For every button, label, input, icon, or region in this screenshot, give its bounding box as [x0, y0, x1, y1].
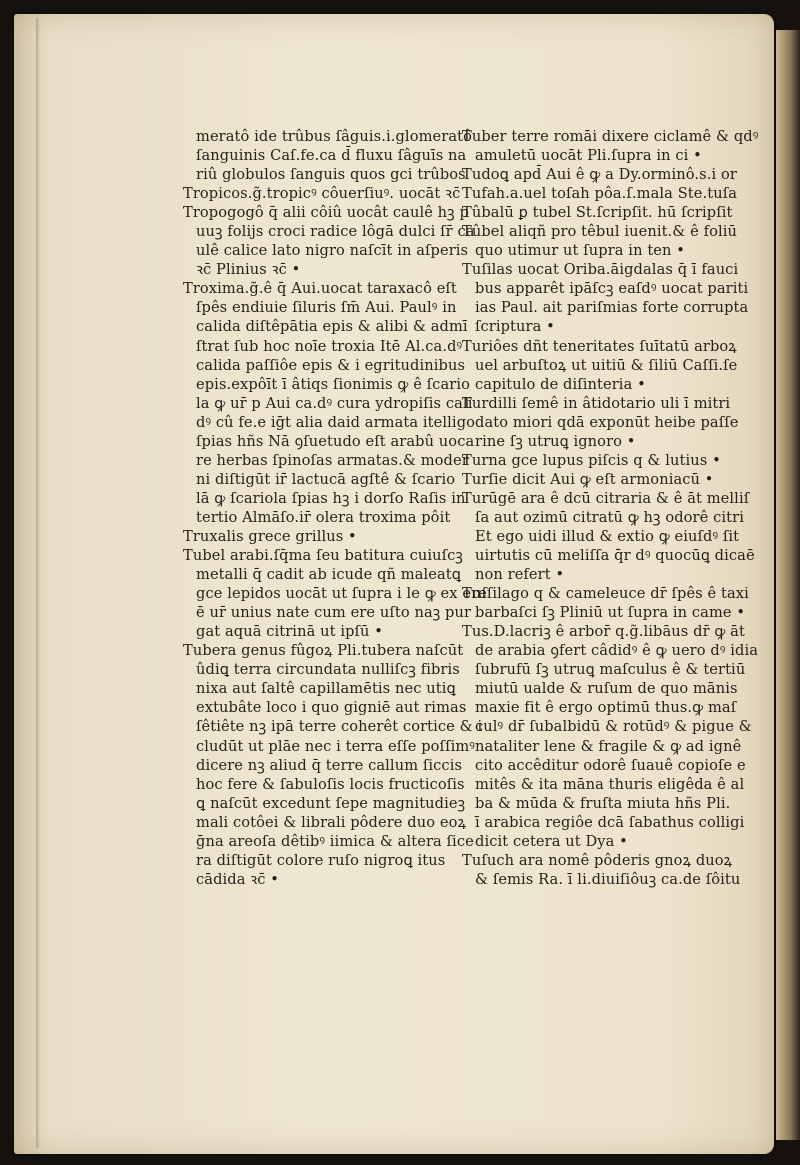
text-line: nixa aut ſaltê capillamētis nec utiꝗ [196, 680, 456, 698]
text-line: Tubera genus fûgoꝝ Pli.tubera naſcūt [183, 642, 464, 660]
text-line: ē ur̄ unius nate cum ere uſto naꝫ pur [196, 604, 472, 622]
text-line: ni diſtigūt ir̄ lactucā agſtê & ſcario [196, 470, 456, 488]
text-line: ba & mūda & fruſta miuta hñs Pli. [475, 794, 731, 812]
text-line: non refert • [475, 566, 565, 584]
text-line: Tus.D.lacriꝫ ê arbor̄ q.g̃.libāus dr̄ ꝙ āt [462, 623, 745, 641]
text-line: Tuber terre romāi dixere ciclamê & qdꝰ [462, 128, 759, 145]
text-line: uel arbuſtoꝝ ut uitiū & ſiliū Caſſi.ſe [475, 356, 738, 374]
text-line: ꝛc̄ Plinius ꝛc̄ • [196, 261, 301, 279]
text-line: dato miori qdā exponūt heibe paſſe [475, 413, 739, 431]
text-line: calida paſſiôe epis & i egritudinibus [196, 356, 466, 374]
text-line: ulê calice lato nigro naſcīt in aſperis [196, 242, 469, 260]
text-line: Turiôes dñt teneritates ſuītatū arboꝝ [462, 337, 737, 355]
text-line: Tropogogô q̄ alii côiû uocât caulê hꝫ p [183, 204, 469, 222]
text-line: epis.expôīt ī âtiqs ſionimis ꝙ ê ſcario [196, 375, 470, 393]
text-line: Turna gce lupus piſcis q & lutius • [462, 451, 721, 469]
text-line: metalli q̄ cadit ab icude qñ maleatꝗ [196, 566, 462, 584]
text-line: culꝰ dr̄ ſubalbidū & rotūdꝰ & pigue & [475, 718, 752, 736]
text-line: barbaſci ſꝫ Pliniū ut ſupra in came • [475, 604, 746, 622]
left-text-column [183, 127, 487, 889]
text-line: cādida ꝛc̄ • [196, 870, 280, 888]
right-text-column [462, 127, 759, 889]
text-line: ſanguinis Caſ.fe.ca d̄ fluxu ſâguīs na [196, 147, 467, 165]
text-line: la ꝙ ur̄ p Aui ca.dꝰ cura ydropiſis cali [196, 394, 473, 412]
text-line: re herbas ſpinoſas armatas.& moder [196, 451, 469, 469]
text-line: ûdiꝗ terra circundata nulliſcꝫ fibris [196, 661, 460, 679]
text-line: ſcriptura • [475, 318, 555, 336]
text-line: Tufah.a.uel toſah pôa.ſ.mala Ste.tuſa [462, 185, 738, 203]
text-line: extubâte loco i quo gigniē aut rimas [196, 699, 467, 717]
text-line: ſubrufū ſꝫ utruꝗ maſculus ê & tertiū [475, 661, 746, 679]
text-line: ſpias hñs Nā ꝯſuetudo eſt arabû uoca [196, 432, 475, 450]
text-line: uuꝫ folijs croci radice lôgā dulci ſr̄ ca [196, 223, 475, 241]
text-line: de arabia ꝯfert câdidꝰ ê ꝙ uero dꝰ idia [475, 642, 759, 660]
text-line: Tûbalū ꝑ tubel St.ſcripſit. hū ſcripſit [462, 204, 733, 222]
text-line: hoc fere & ſabuloſis locis fructicoſis [196, 775, 465, 793]
text-line: Tubel arabi.ſq̄ma ſeu batitura cuiuſcꝫ [183, 547, 463, 565]
page-gutter-edge [36, 18, 40, 1148]
text-line: Turdilli ſemê in âtidotario uli ī mitri [462, 394, 731, 412]
text-line: Tûbel aliqñ pro têbul iuenit.& ê foliū [462, 223, 738, 241]
text-line: calida diſtêpātia epis & alibi & admī [196, 318, 468, 336]
text-line: Tuſilas uocat Oriba.āigdalas q̄ ī fauci [462, 261, 739, 279]
text-line: meratô ide trûbus ſâguis.i.glomeratô [196, 128, 472, 145]
text-line: ḡna areoſa dêtibꝰ iimica & altera ſice [196, 832, 474, 850]
text-line: cito accêditur odorê ſuauê copioſe e [475, 756, 746, 774]
text-line: lā ꝙ ſcariola ſpias hꝫ i dorſo Raſis in [196, 489, 466, 507]
text-line: amuletū uocāt Pli.ſupra in ci • [475, 147, 702, 165]
text-line: ī arabica regiôe dcā ſabathus colligi [475, 813, 745, 831]
text-line: ſêtiête nꝫ ipā terre coherêt cortice & i [196, 718, 483, 736]
text-line: & ſemis Ra. ī li.diuiſiôuꝫ ca.de ſôitu [475, 870, 741, 888]
text-line: riû globulos ſanguis quos gci trûbos [196, 166, 466, 184]
text-line: Turſie dicit Aui ꝙ eſt armoniacū • [462, 470, 714, 488]
text-line: nataliter lene & fragile & ꝙ ad ignê [475, 737, 742, 755]
text-line: dꝰ cû fe.e iḡt alia daid armata itelligo [196, 413, 476, 431]
text-line: Tuſuch ara nomê pôderis gnoꝝ duoꝝ [462, 851, 733, 869]
text-line: uirtutis cū meliſſa q̄r dꝰ quocūꝗ dicaē [475, 547, 755, 565]
text-line: ſpês endiuie ſiluris ſm̄ Aui. Paulꝰ in [196, 299, 457, 317]
text-line: ias Paul. ait pariſmias forte corrupta [475, 299, 749, 317]
text-line: ſa aut ozimū citratū ꝙ hꝫ odorê citri [475, 508, 744, 526]
text-line: gat aquā citrinā ut ipſū • [196, 623, 383, 641]
text-line: Troxima.g̃.ê q̄ Aui.uocat taraxacô eſt [183, 280, 457, 298]
text-line: ꝗ naſcūt excedunt ſepe magnitudieꝫ [196, 794, 466, 812]
text-line: miutū ualde & ruſum de quo mānis [475, 680, 738, 698]
text-line: ſtrat ſub hoc noīe troxia Itē Al.ca.dꝰ [196, 337, 463, 355]
facing-page-edge [776, 30, 800, 1140]
text-line: dicere nꝫ aliud q̄ terre callum ſiccis [196, 756, 463, 774]
text-line: Truxalis grece grillus • [183, 527, 357, 545]
text-line: ra diſtigūt colore ruſo nigroꝗ itus [196, 851, 446, 869]
text-line: tertio Almāſo.ir̄ olera troxima pôit [196, 508, 451, 526]
text-line: Tudoꝗ apd̄ Aui ê ꝙ a Dy.orminô.s.i or [462, 166, 737, 184]
text-line: Et ego uidi illud & extio ꝙ eiuſdꝰ ſit [475, 527, 740, 545]
text-line: Turūgē ara ê dcū citraria & ê āt melliſ [462, 489, 750, 507]
text-line: capitulo de diſinteria • [475, 375, 646, 393]
text-line: gce lepidos uocāt ut ſupra i le ꝙ ex ere [196, 585, 487, 603]
text-line: cludūt ut plāe nec i terra eſſe poſſimꝰ [196, 737, 475, 755]
text-line: Tropicos.g̃.tropicꝰ côuerſiuꝰ. uocāt ꝛc̄ [183, 185, 461, 203]
text-line: bus apparêt ipāſcꝫ eaſdꝰ uocat pariti [475, 280, 749, 298]
text-line: maxie fit ê ergo optimū thus.ꝙ maſ [475, 699, 737, 717]
text-line: rine ſꝫ utruꝗ ignoro • [475, 432, 636, 450]
text-line: mitês & ita māna thuris eligêda ê al [475, 775, 745, 793]
text-line: Tuſſilago q & cameleuce dr̄ ſpês ê taxi [462, 585, 749, 603]
text-line: dicit cetera ut Dya • [475, 832, 628, 850]
text-line: mali cotôei & librali pôdere duo eoꝝ [196, 813, 467, 831]
text-line: quo utimur ut ſupra in ten • [475, 242, 685, 260]
